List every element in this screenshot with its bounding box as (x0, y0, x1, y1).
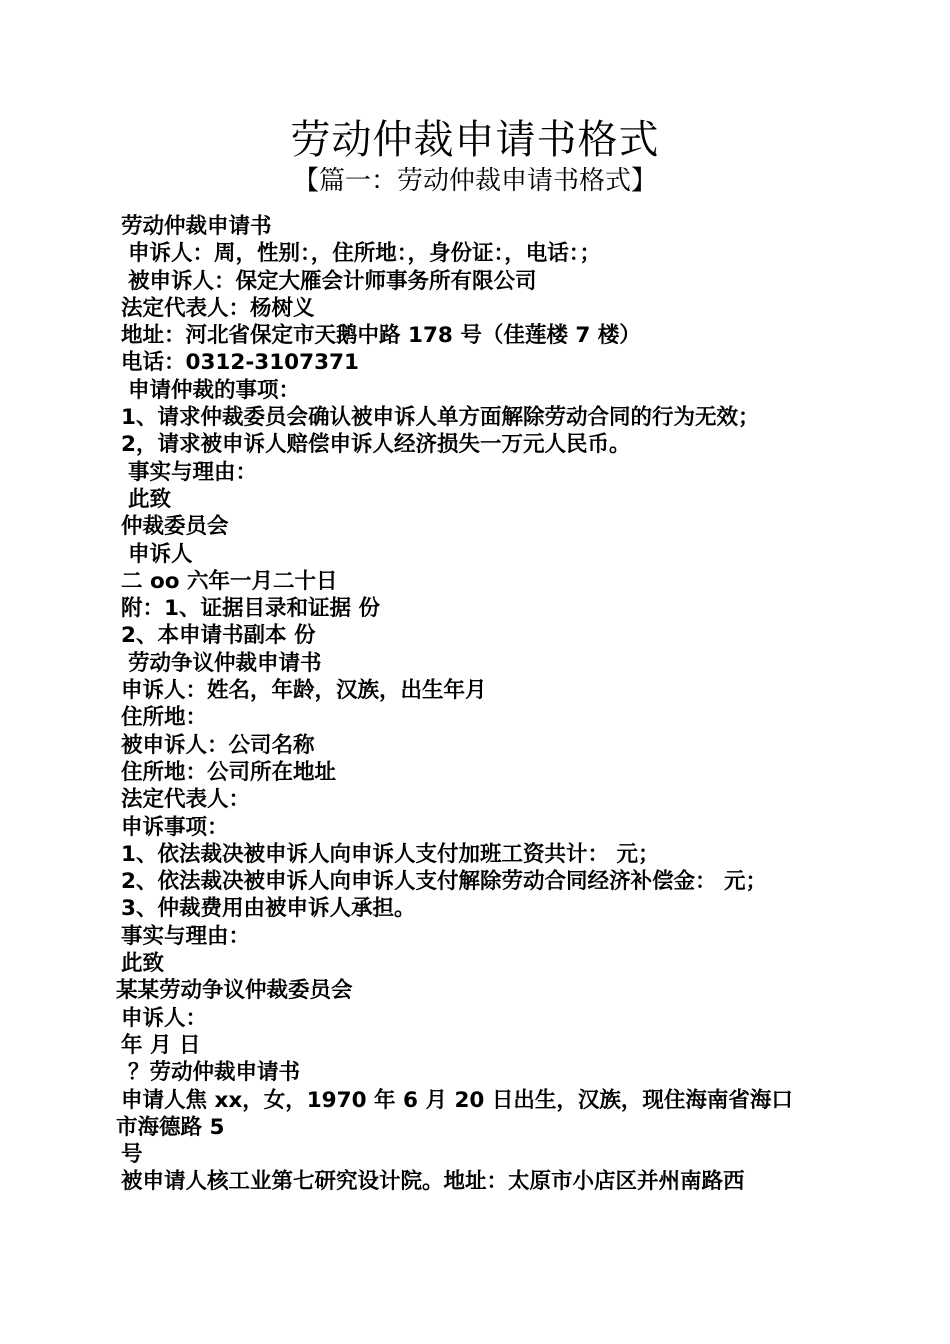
text-line: 事实与理由： (121, 923, 251, 949)
text-line: 申诉人 (128, 541, 193, 567)
document-subtitle: 【篇一：劳动仲裁申请书格式】 (292, 166, 657, 196)
document-body (0, 213, 950, 1196)
text-line: 1、依法裁决被申诉人向申诉人支付加班工资共计： 元； (121, 841, 660, 867)
text-line: 住所地： (121, 705, 208, 731)
text-line: 法定代表人： (121, 787, 251, 813)
text-line: 被申诉人：保定大雁会计师事务所有限公司 (128, 268, 537, 294)
text-line: 号 (121, 1142, 143, 1168)
text-line: 申诉人： (121, 1005, 208, 1031)
text-line: 被申请人核工业第七研究设计院。地址：太原市小店区并州南路西 (121, 1169, 745, 1195)
text-line: 地址：河北省保定市天鹅中路 178 号（佳莲楼 7 楼） (121, 323, 641, 349)
text-line: 2，请求被申诉人赔偿申诉人经济损失一万元人民币。 (121, 432, 631, 458)
text-line: 申诉人：周，性别：，住所地：，身份证：，电话：； (128, 241, 602, 267)
text-line: 住所地：公司所在地址 (121, 759, 337, 785)
text-line: 此致 (128, 486, 172, 512)
document-title: 劳动仲裁申请书格式 (290, 117, 660, 163)
text-line: 劳动争议仲裁申请书 (128, 650, 322, 676)
text-line: 申诉人：姓名，年龄，汉族，出生年月 (121, 678, 487, 704)
text-line: 事实与理由： (128, 459, 258, 485)
text-line: 电话：0312-3107371 (121, 350, 359, 376)
text-line: 2、依法裁决被申诉人向申诉人支付解除劳动合同经济补偿金： 元； (121, 869, 767, 895)
text-line: 申请仲裁的事项： (128, 377, 301, 403)
text-line: 年 月 日 (121, 1032, 201, 1058)
text-line: 市海德路 5 (116, 1114, 225, 1140)
text-line: 3、仲裁费用由被申诉人承担。 (121, 896, 416, 922)
text-line: 1、请求仲裁委员会确认被申诉人单方面解除劳动合同的行为无效； (121, 405, 760, 431)
text-line: 2、本申请书副本 份 (121, 623, 316, 649)
text-line: 二 oo 六年一月二十日 (121, 568, 338, 594)
text-line: 附：1、证据目录和证据 份 (121, 596, 380, 622)
text-line: 法定代表人：杨树义 (121, 295, 315, 321)
text-line: 申请人焦 xx，女，1970 年 6 月 20 日出生，汉族，现住海南省海口 (121, 1087, 793, 1113)
text-line: 某某劳动争议仲裁委员会 (116, 978, 353, 1004)
text-line: 申诉事项： (121, 814, 229, 840)
text-line: 劳动仲裁申请书 (121, 214, 272, 239)
text-line: 被申诉人：公司名称 (121, 732, 315, 758)
text-line: ？劳动仲裁申请书 (128, 1060, 301, 1086)
text-line: 仲裁委员会 (121, 514, 229, 540)
text-line: 此致 (121, 951, 165, 977)
